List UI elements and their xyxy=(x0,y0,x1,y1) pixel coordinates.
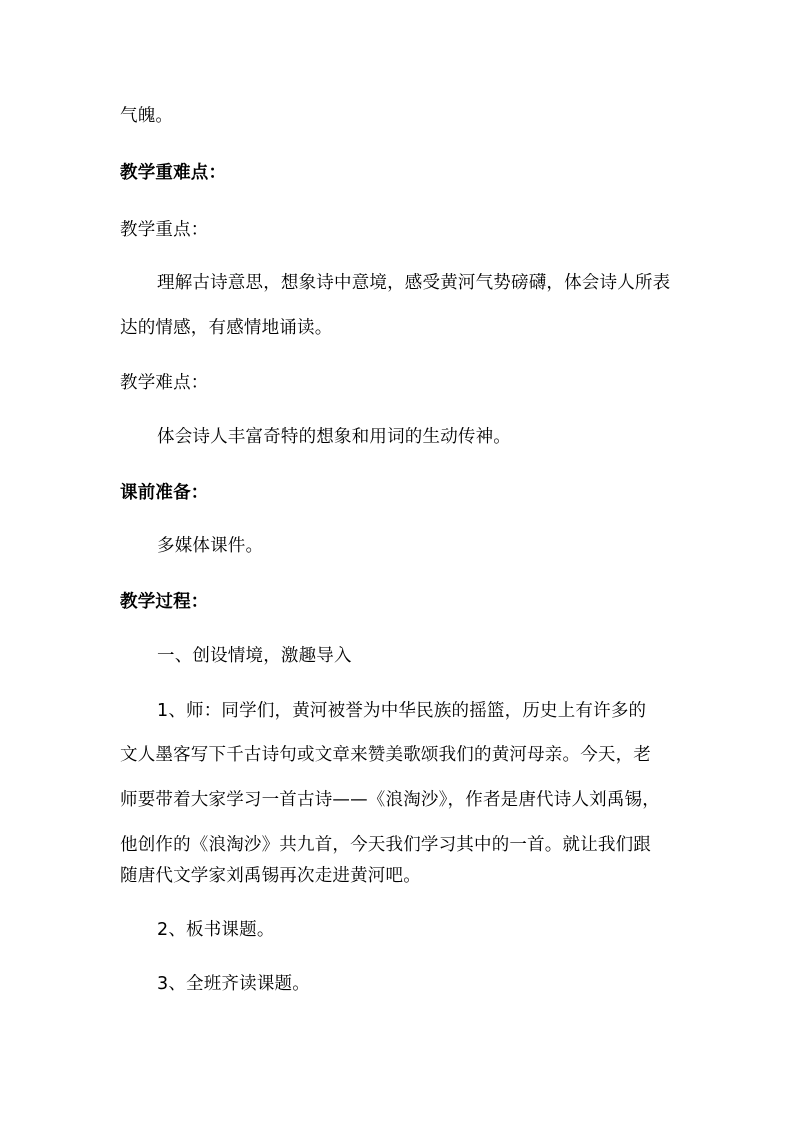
heading-key-points: 教学重难点： xyxy=(120,163,227,183)
section-one-title: 一、创设情境，激趣导入 xyxy=(157,646,352,666)
item-1-line-1: 1、师：同学们，黄河被誉为中华民族的摇篮，历史上有许多的 xyxy=(157,701,647,721)
item-1-line-3: 师要带着大家学习一首古诗——《浪淘沙》，作者是唐代诗人刘禹锡， xyxy=(120,790,660,810)
item-1-line-2: 文人墨客写下千古诗句或文章来赞美歌颂我们的黄河母亲。今天，老 xyxy=(120,745,651,765)
continuation-text: 气魄。 xyxy=(120,106,174,126)
key-point-text-line-2: 达的情感，有感情地诵读。 xyxy=(120,318,333,338)
difficulty-text: 体会诗人丰富奇特的想象和用词的生动传神。 xyxy=(157,427,511,447)
label-key-point: 教学重点： xyxy=(120,220,209,240)
item-2: 2、板书课题。 xyxy=(157,920,275,940)
item-1-line-4: 他创作的《浪淘沙》共九首，今天我们学习其中的一首。就让我们跟 xyxy=(120,835,651,855)
key-point-text-line-1: 理解古诗意思，想象诗中意境，感受黄河气势磅礴，体会诗人所表 xyxy=(157,273,671,293)
heading-preparation: 课前准备： xyxy=(120,483,209,503)
item-3: 3、全班齐读课题。 xyxy=(157,974,310,994)
heading-process: 教学过程： xyxy=(120,592,209,612)
item-1-line-5: 随唐代文学家刘禹锡再次走进黄河吧。 xyxy=(120,866,421,886)
preparation-text: 多媒体课件。 xyxy=(157,536,264,556)
label-difficulty: 教学难点： xyxy=(120,373,209,393)
